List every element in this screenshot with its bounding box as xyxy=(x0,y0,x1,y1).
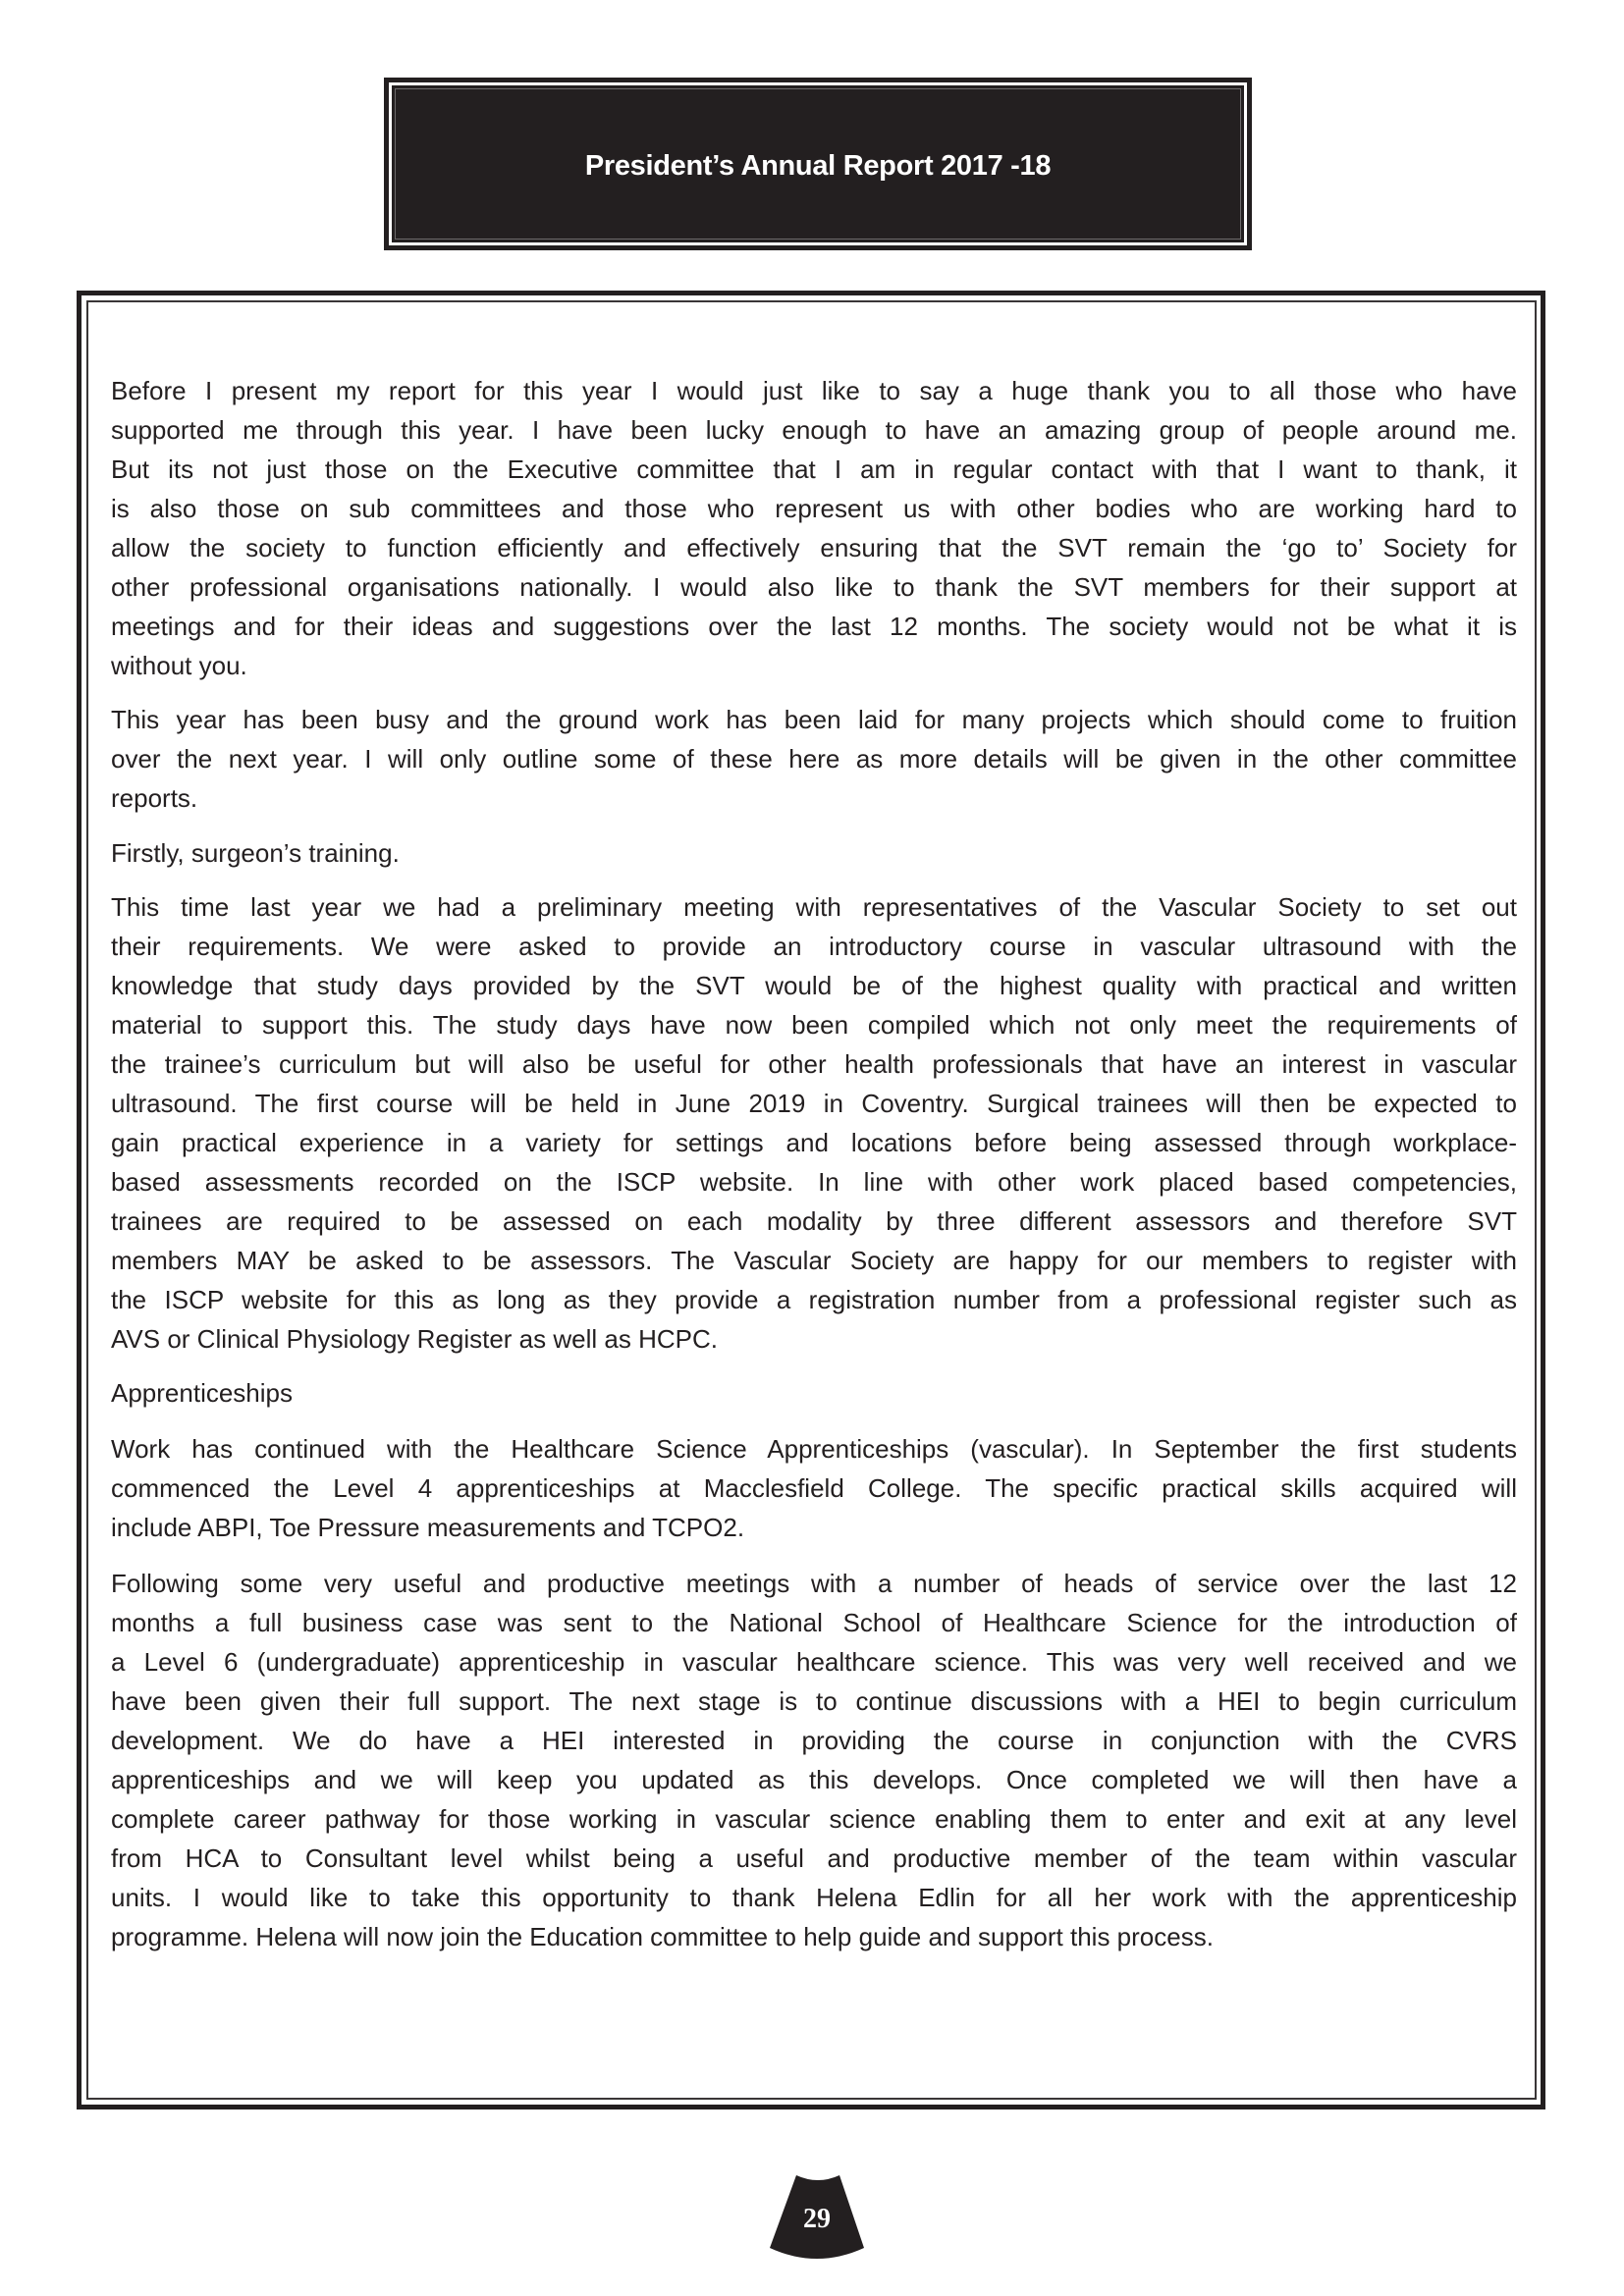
report-title-banner xyxy=(384,78,1252,250)
text-line: units. I would like to take this opportunity to thank Helena Edlin for all her work with the apprenticeship xyxy=(111,1883,1517,1912)
text-line: But its not just those on the Executive committee that I am in regular contact with that I want to thank, it xyxy=(111,454,1517,484)
text-line: include ABPI, Toe Pressure measurements and TCPO2. xyxy=(111,1513,745,1542)
text-line: the trainee’s curriculum but will also be useful for other health professionals that have an interest in vascular xyxy=(111,1049,1517,1079)
text-line: have been given their full support. The next stage is to continue discussions with a HEI to begin curriculum xyxy=(111,1686,1517,1716)
text-line: based assessments recorded on the ISCP website. In line with other work placed based competencies, xyxy=(111,1167,1517,1197)
text-line: without you. xyxy=(111,651,247,680)
text-line: programme. Helena will now join the Education committee to help guide and support this process. xyxy=(111,1922,1214,1951)
text-line: a Level 6 (undergraduate) apprenticeship in vascular healthcare science. This was very well received and we xyxy=(111,1647,1517,1677)
text-line: trainees are required to be assessed on each modality by three different assessors and therefore SVT xyxy=(111,1206,1517,1236)
section-heading: Firstly, surgeon’s training. xyxy=(111,838,400,868)
section-heading: Apprenticeships xyxy=(111,1378,293,1408)
text-line: months a full business case was sent to the National School of Healthcare Science for the introduction of xyxy=(111,1608,1517,1637)
page-number-badge xyxy=(766,2169,868,2268)
text-line: reports. xyxy=(111,783,198,813)
text-line: complete career pathway for those working in vascular science enabling them to enter and exit at any level xyxy=(111,1804,1517,1834)
text-line: the ISCP website for this as long as they provide a registration number from a professional register such as xyxy=(111,1285,1517,1314)
text-line: ultrasound. The first course will be held in June 2019 in Coventry. Surgical trainees will then be expected to xyxy=(111,1089,1517,1118)
text-line: knowledge that study days provided by the SVT would be of the highest quality with practical and written xyxy=(111,971,1517,1000)
text-line: apprenticeships and we will keep you updated as this develops. Once completed we will then have a xyxy=(111,1765,1517,1794)
text-line: is also those on sub committees and those who represent us with other bodies who are working hard to xyxy=(111,494,1517,523)
text-line: Following some very useful and productive meetings with a number of heads of service over the last 12 xyxy=(111,1569,1517,1598)
text-line: supported me through this year. I have been lucky enough to have an amazing group of people around me. xyxy=(111,415,1517,445)
text-line: allow the society to function efficiently and effectively ensuring that the SVT remain the ‘go to’ Society for xyxy=(111,533,1517,562)
text-line: over the next year. I will only outline some of these here as more details will be given in the other committee xyxy=(111,744,1517,774)
page-title: President’s Annual Report 2017 -18 xyxy=(584,150,1052,182)
text-line: commenced the Level 4 apprenticeships at Macclesfield College. The specific practical skills acquired will xyxy=(111,1473,1517,1503)
text-line: other professional organisations nationally. I would also like to thank the SVT members for their support at xyxy=(111,572,1517,602)
text-line: members MAY be asked to be assessors. The Vascular Society are happy for our members to register with xyxy=(111,1246,1517,1275)
text-line: Before I present my report for this year I would just like to say a huge thank you to all those who have xyxy=(111,376,1517,405)
text-line: This year has been busy and the ground work has been laid for many projects which should come to fruition xyxy=(111,705,1517,734)
text-line: Work has continued with the Healthcare Science Apprenticeships (vascular). In September the first students xyxy=(111,1434,1517,1464)
page-number: 29 xyxy=(803,2204,831,2234)
text-line: This time last year we had a preliminary meeting with representatives of the Vascular Society to set out xyxy=(111,892,1517,922)
text-line: gain practical experience in a variety for settings and locations before being assessed through workplace- xyxy=(111,1128,1517,1157)
text-line: their requirements. We were asked to provide an introductory course in vascular ultrasound with the xyxy=(111,932,1517,961)
text-line: development. We do have a HEI interested in providing the course in conjunction with the CVRS xyxy=(111,1726,1517,1755)
text-line: material to support this. The study days have now been compiled which not only meet the requirements of xyxy=(111,1010,1517,1040)
text-line: AVS or Clinical Physiology Register as well as HCPC. xyxy=(111,1324,718,1354)
text-line: from HCA to Consultant level whilst being a useful and productive member of the team within vascular xyxy=(111,1843,1517,1873)
text-line: meetings and for their ideas and suggestions over the last 12 months. The society would not be what it is xyxy=(111,612,1517,641)
